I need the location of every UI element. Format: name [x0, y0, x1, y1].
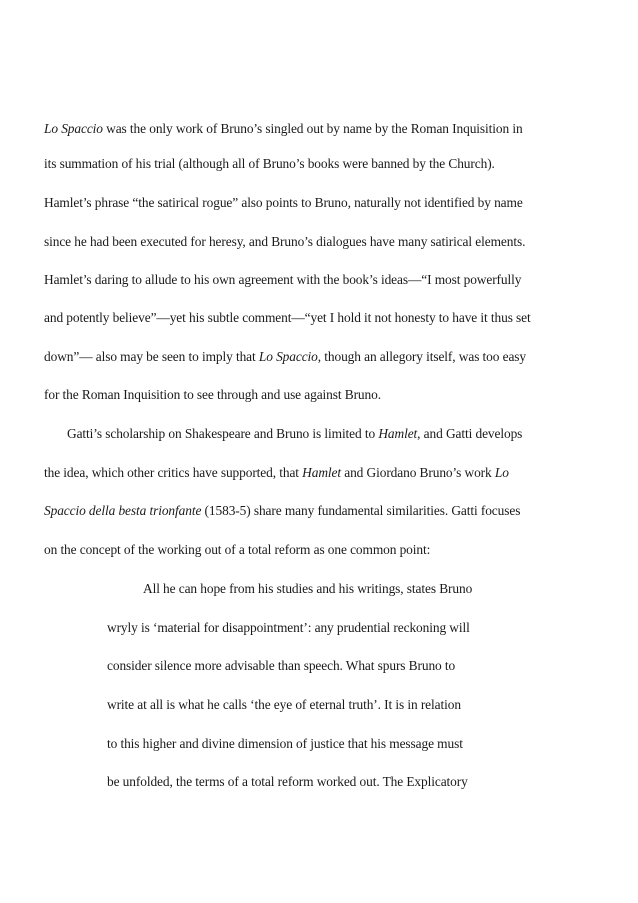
text-run: on the concept of the working out of a total reform as one common point:	[44, 542, 431, 557]
paragraph-1-line-2	[44, 155, 495, 173]
text-run: its summation of his trial (although all of Bruno’s books were banned by the Church).	[44, 156, 495, 171]
text-run: (1583-5) share many fundamental similarities. Gatti focuses	[201, 503, 521, 518]
paragraph-1-line-7	[44, 348, 526, 366]
text-run: to this higher and divine dimension of justice that his message must	[107, 736, 463, 751]
text-run: wryly is ‘material for disappointment’: any prudential reckoning will	[107, 620, 470, 635]
text-run: write at all is what he calls ‘the eye of eternal truth’. It is in relation	[107, 697, 461, 712]
blockquote-line-3	[107, 657, 455, 675]
italic-title: Lo	[494, 465, 509, 480]
paragraph-2-line-3	[44, 502, 520, 520]
blockquote-line-6	[107, 773, 468, 791]
italic-title: Lo Spaccio	[258, 349, 318, 364]
paragraph-1-line-3	[44, 194, 523, 212]
blockquote-line-2	[107, 619, 470, 637]
blockquote-line-5	[107, 735, 463, 753]
paragraph-1-line-5	[44, 271, 521, 289]
italic-title: Spaccio della besta trionfante	[44, 503, 202, 518]
blockquote-line-1	[143, 580, 472, 598]
paragraph-2-line-1	[67, 425, 522, 443]
text-run: consider silence more advisable than speech. What spurs Bruno to	[107, 658, 456, 673]
text-run: since he had been executed for heresy, and Bruno’s dialogues have many satirical elements.	[44, 234, 526, 249]
blockquote-line-4	[107, 696, 461, 714]
text-run: All he can hope from his studies and his writings, states Bruno	[143, 581, 473, 596]
paragraph-2-line-4	[44, 541, 430, 559]
text-run: and Giordano Bruno’s work	[341, 465, 495, 480]
paragraph-2-line-2	[44, 464, 509, 482]
text-run: , and Gatti develops	[417, 426, 523, 441]
italic-title: Lo Spaccio	[44, 121, 103, 136]
italic-title: Hamlet	[302, 465, 341, 480]
text-run: down”— also may be seen to imply that	[44, 349, 259, 364]
text-run: Gatti’s scholarship on Shakespeare and Bruno is limited to	[67, 426, 379, 441]
text-run: Hamlet’s phrase “the satirical rogue” also points to Bruno, naturally not identified by name	[44, 195, 523, 210]
italic-title: Hamlet	[378, 426, 418, 441]
text-run: was the only work of Bruno’s singled out by name by the Roman Inquisition in	[102, 121, 523, 136]
text-run: for the Roman Inquisition to see through and use against Bruno.	[44, 387, 381, 402]
text-run: the idea, which other critics have supported, that	[44, 465, 303, 480]
text-run: Hamlet’s daring to allude to his own agreement with the book’s ideas—“I most powerfully	[44, 272, 522, 287]
text-run: and potently believe”—yet his subtle comment—“yet I hold it not honesty to have it thus set	[44, 310, 531, 325]
paragraph-1-line-8	[44, 386, 381, 404]
paragraph-1-line-4	[44, 233, 525, 251]
text-run: , though an allegory itself, was too easy	[317, 349, 527, 364]
text-run: be unfolded, the terms of a total reform worked out. The Explicatory	[107, 774, 468, 789]
paragraph-1-line-1	[44, 120, 523, 138]
paragraph-1-line-6	[44, 309, 531, 327]
